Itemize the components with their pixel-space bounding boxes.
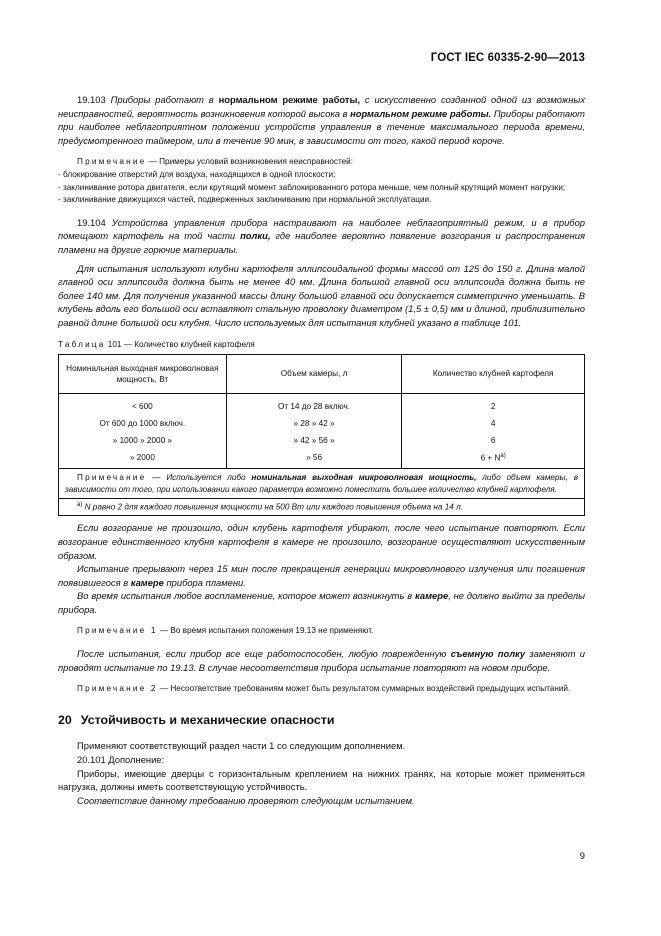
ignite-paragraph-3: Во время испытания любое воспламенение, которое может возникнуть в камере, не должно выйти за пределы прибора. (58, 590, 585, 615)
section-20-requirement: Приборы, имеющие дверцы с горизонтальным креплением на нижних гранях, на которые может применяться нагрузка, должны иметь соответствующую устойчивость. (58, 767, 585, 793)
after-test-paragraph: После испытания, если прибор все еще работоспособен, любую поврежденную съемную полку заменяют и проводят испытание по 19.13. В случае несоответствия прибора испытание повторяют на новом приборе. (58, 648, 585, 673)
table-row: < 600 От 14 до 28 включ. 2 (59, 394, 585, 416)
section-heading: 20 Устойчивость и механические опасности (58, 712, 335, 727)
table-caption: Таблица 101 — Количество клубней картофеля (58, 339, 255, 349)
table-row: » 2000 » 56 $6 + N^{a)}$ (59, 449, 585, 469)
column-header: Номинальная выходная микроволновая мощность, Вт (59, 355, 227, 394)
table-note-row: Примечание — Используется либо номинальная выходная микроволновая мощность, либо объем камеры, в зависимости от того, при использовании какого параметра возможно поместить большее количество клубней картофеля. (59, 469, 585, 499)
list-item: - блокирование отверстий для воздуха, находящихся в одной плоскости; (58, 169, 336, 179)
page-number: 9 (579, 850, 585, 861)
test-paragraph: Для испытания используют клубни картофеля эллипсоидальной формы массой от 125 до 150 г. Длина малой главной оси эллипсоида должна быть не менее 40 мм. Длина большой главной оси эллипсоида должна быть не более 140 мм. Для получения указанной массы длину большой главной оси допускается симметрично уменьшать. В клубень вдоль его большой оси вставляют стальную проволоку диаметром (1,5 ± 0,5) мм и длиной, приблизительно равной длине большой оси клубня. Число используемых для испытания клубней указано в таблице 101. (58, 262, 585, 328)
clause-19-104: 19.104 Устройства управления прибора настраивают на наиболее неблагоприятный режим, и в прибор помещают картофель на той части полки, где наиболее вероятно появление возгорания и распространения пламени на другие горючие материалы. (58, 216, 585, 255)
section-20-compliance: Соответствие данному требованию проверяют следующим испытанием. (77, 794, 415, 806)
column-header: Количество клубней картофеля (402, 355, 585, 394)
document-header: ГОСТ IEC 60335-2-90—2013 (430, 52, 585, 64)
page-content (58, 93, 585, 807)
clause-number: 19.103 (77, 94, 106, 105)
list-item: - заклинивание движущихся частей, подверженных заклиниванию при нормальной эксплуатации. (58, 195, 432, 205)
table-row: » 1000 » 2000 » » 42 » 56 » 6 (59, 432, 585, 449)
note-examples: Примечание — Примеры условий возникновения неисправностей: - блокирование отверстий для воздуха, находящихся в одной плоскости; - заклинивание ротора двигателя, если крутящий момент заблокированного ротора меньше, чем полный крутящий момент нагрузки; - заклинивание движущихся частей, подверженных заклиниванию при нормальной эксплуатации. (58, 156, 585, 206)
ignite-paragraph-1: Если возгорание не произошло, один клубень картофеля убирают, после чего испытание повторяют. Если возгорание единственного клубня картофеля в камере не произошло, возгорание осуществляют искусственным образом. (58, 522, 585, 561)
table-header-row (59, 355, 585, 394)
clause-number: 19.104 (77, 216, 106, 228)
table-row: От 600 до 1000 включ. » 28 » 42 » 4 (59, 415, 585, 432)
column-header: Объем камеры, л (226, 355, 402, 394)
section-20-paragraph: Применяют соответствующий раздел части 1 со следующим дополнением. (77, 740, 406, 752)
note-1: Примечание 1 — Во время испытания положения 19.13 не применяют. (77, 626, 374, 636)
note-2: Примечание 2 — Несоответствие требованиям может быть результатом суммарных воздействий предыдущих испытаний. (77, 684, 571, 694)
ignite-paragraph-2: Испытание прерывают через 15 мин после прекращения генерации микроволнового излучения или погашения появившегося в камере прибора пламени. (58, 563, 585, 588)
clause-19-103: 19.103 Приборы работают в нормальном режиме работы, с искусственно созданной одной из возможных неисправностей, вероятность возникновения которой высока в нормальном режиме работы. Приборы работают при наиболее неблагоприятном положении устройств управления в течение максимального периода времени, предусмотренного таймером, или в течение 90 мин, в зависимости от того, какой период короче. (58, 94, 586, 146)
note-label: Примечание (77, 157, 147, 167)
table-footnote-row: $^{a)}$ N равно 2 для каждого повышения мощности на 500 Вт или каждого повышения объема на 14 л. (59, 499, 585, 516)
clause-20-101: 20.101 Дополнение: (77, 754, 165, 766)
list-item: - заклинивание ротора двигателя, если крутящий момент заблокированного ротора меньше, чем полный крутящий момент нагрузки; (58, 182, 566, 192)
potato-table (58, 354, 585, 516)
